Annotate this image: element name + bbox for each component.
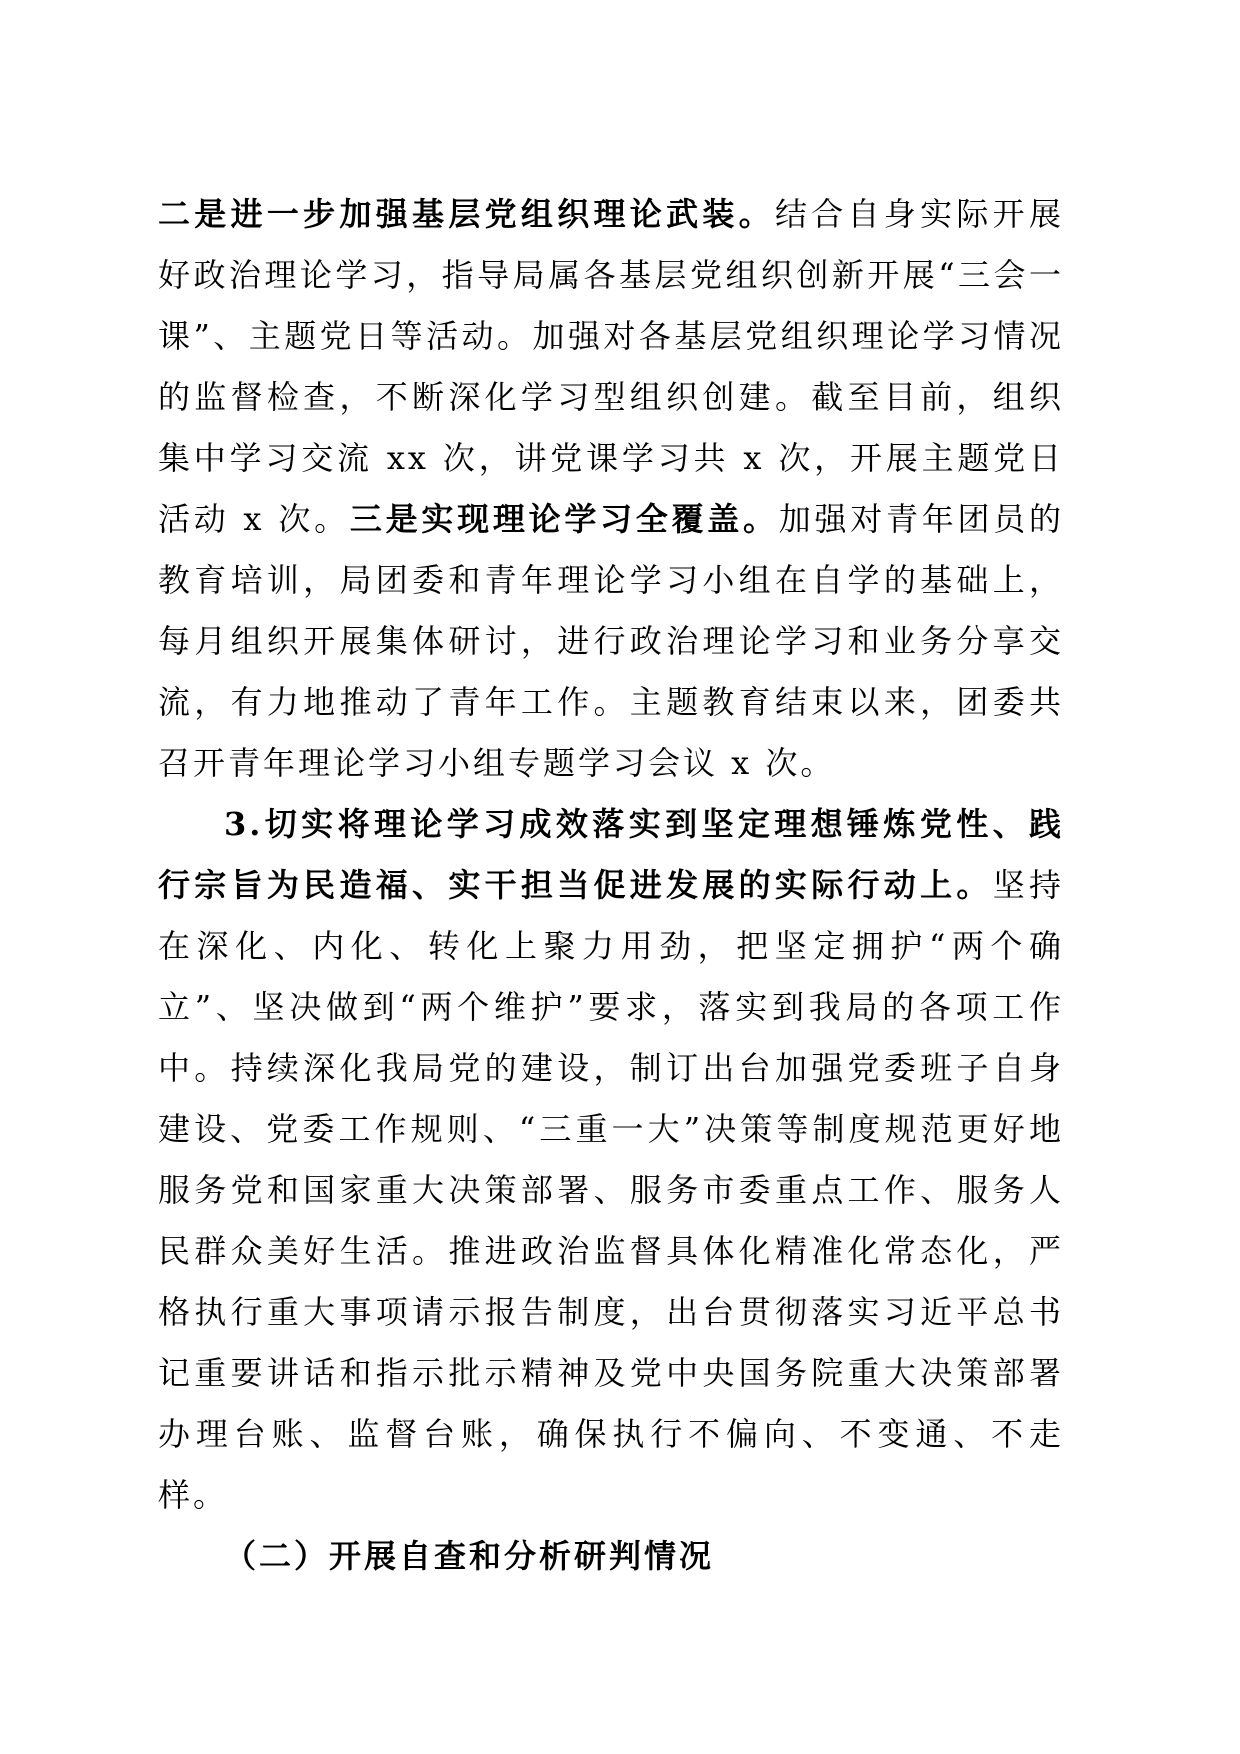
section-heading: （二）开展自查和分析研判情况 <box>224 1537 715 1575</box>
paragraph-2 <box>158 794 1064 1526</box>
paragraph-1 <box>158 184 1064 794</box>
paragraph-2-lead-bold: 3.切实将理论学习成效落实到坚定理想锤炼党性、践行宗旨为民造福、实干担当促进发展的实际行动上。 <box>158 805 1064 904</box>
paragraph-1-text-2: 加强对青年团员的教育培训，局团委和青年理论学习小组在自学的基础上，每月组织开展集体研讨，进行政治理论学习和业务分享交流，有力地推动了青年工作。主题教育结束以来，团委共召开青年理论学习小组专题学习会议 x 次。 <box>158 500 1064 782</box>
paragraph-1-lead-bold: 二是进一步加强基层党组织理论武装。 <box>158 195 775 233</box>
paragraph-2-text: 坚持在深化、内化、转化上聚力用劲，把坚定拥护“两个确立”、坚决做到“两个维护”要求，落实到我局的各项工作中。持续深化我局党的建设，制订出台加强党委班子自身建设、党委工作规则、“三重一大”决策等制度规范更好地服务党和国家重大决策部署、服务市委重点工作、服务人民群众美好生活。推进政治监督具体化精准化常态化，严格执行重大事项请示报告制度，出台贯彻落实习近平总书记重要讲话和指示批示精神及党中央国务院重大决策部署办理台账、监督台账，确保执行不偏向、不变通、不走样。 <box>158 866 1064 1514</box>
paragraph-1-text-1: 结合自身实际开展好政治理论学习，指导局属各基层党组织创新开展“三会一课”、主题党日等活动。加强对各基层党组织理论学习情况的监督检查，不断深化学习型组织创建。截至目前，组织集中学习交流 xx 次，讲党课学习共 x 次，开展主题党日活动 x 次。 <box>158 195 1064 538</box>
document-page <box>158 184 1064 1587</box>
paragraph-1-mid-bold: 三是实现理论学习全覆盖。 <box>349 500 779 538</box>
